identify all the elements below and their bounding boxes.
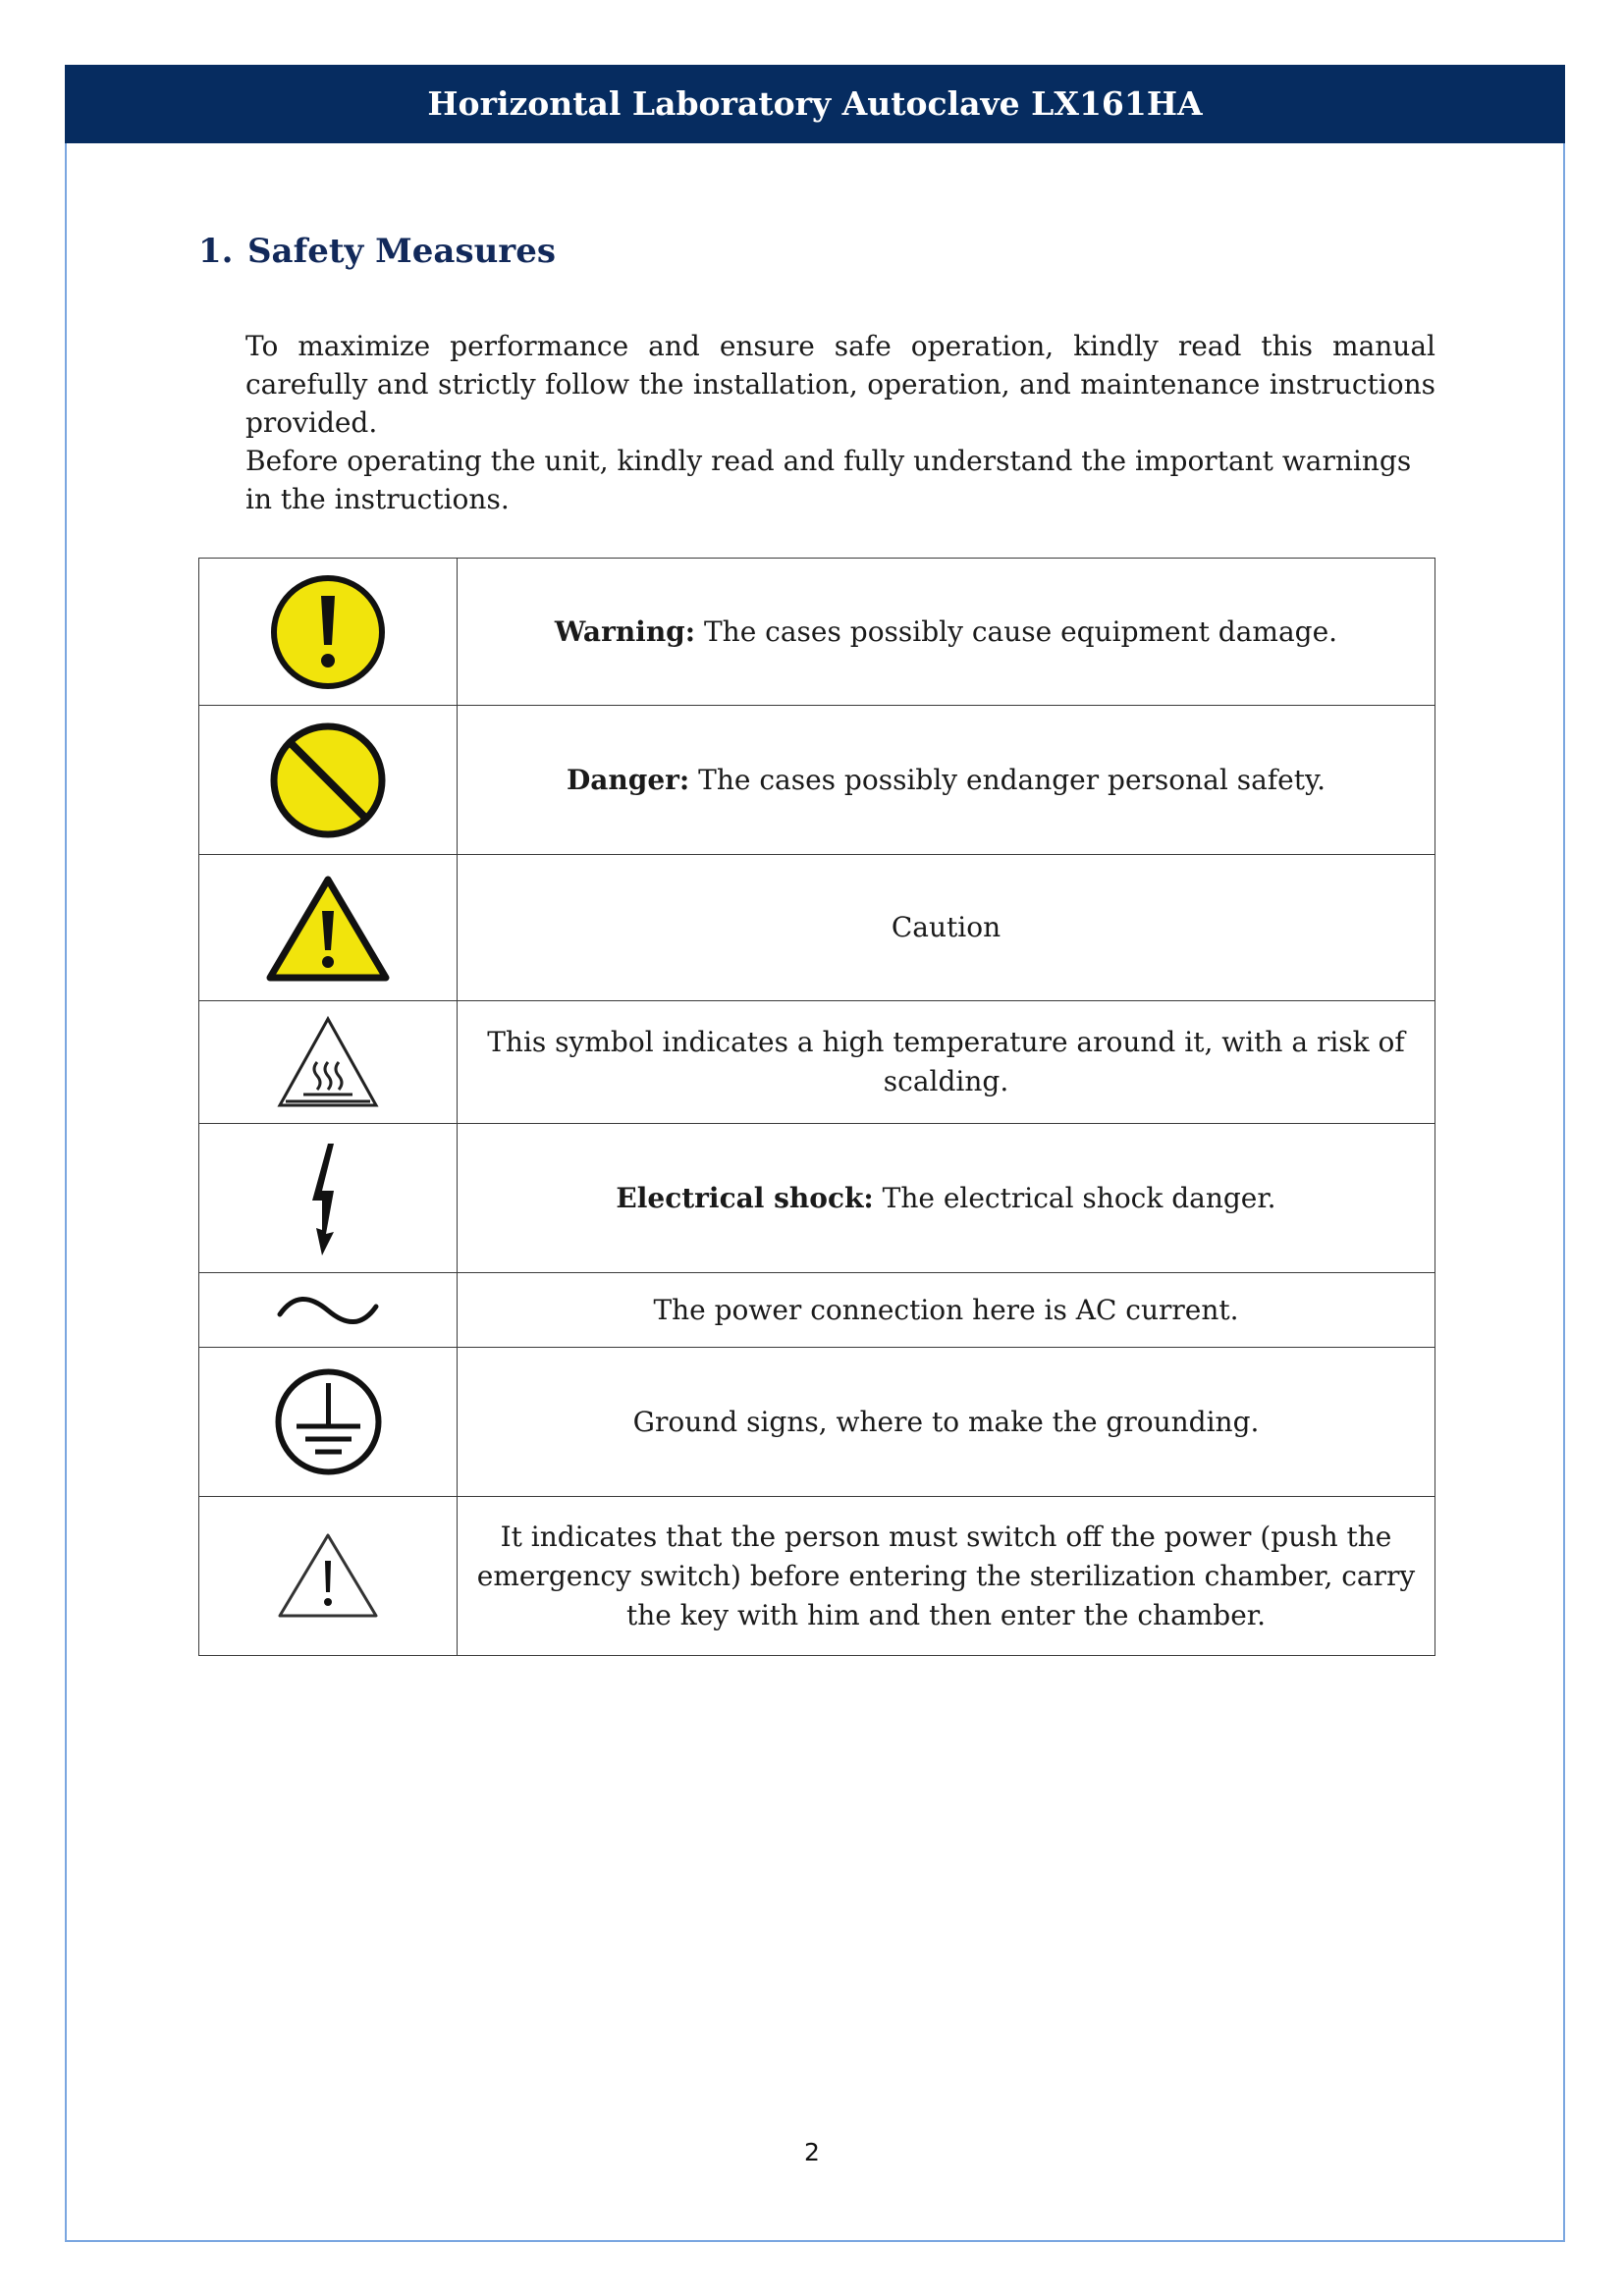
ground-icon [272,1365,385,1478]
icon-cell [199,706,458,855]
symbol-description [458,706,1435,855]
table-row [199,1001,1435,1124]
table-row [199,559,1435,706]
symbol-text: This symbol indicates a high temperature around it, with a risk of scalding. [487,1026,1405,1097]
symbol-description [458,855,1435,1001]
section-title: Safety Measures [247,232,556,271]
document-title: Horizontal Laboratory Autoclave LX161HA [427,84,1203,123]
symbol-description [458,1348,1435,1497]
warning-triangle-icon [264,872,392,985]
icon-cell [199,559,458,706]
prohibition-icon [264,717,392,844]
icon-cell [199,1273,458,1348]
icon-cell [199,1497,458,1656]
icon-cell [199,855,458,1001]
symbol-text: It indicates that the person must switch off the power (push the emergency switch) before entering the sterilization chamber, carry the key with him and then enter the chamber. [476,1520,1416,1631]
table-row [199,1348,1435,1497]
icon-cell [199,1001,458,1124]
safety-symbols-table [198,558,1435,1656]
symbol-description [458,559,1435,706]
hot-surface-icon [274,1013,382,1111]
symbol-description [458,1001,1435,1124]
table-row [199,855,1435,1001]
symbol-label: Danger: [567,763,690,796]
symbol-text: The power connection here is AC current. [653,1293,1239,1326]
section-number: 1. [198,232,234,271]
symbol-text: Ground signs, where to make the grounding. [632,1405,1260,1438]
lightning-bolt-icon [298,1140,357,1257]
intro-paragraph-1: To maximize performance and ensure safe operation, kindly read this manual carefully and strictly follow the installation, operation, and maintenance instructions provided. [245,330,1435,439]
symbol-text: The cases possibly endanger personal safety. [698,763,1326,796]
exclamation-circle-icon [264,568,392,696]
symbol-description [458,1273,1435,1348]
section-heading [198,232,556,271]
page-number: 2 [804,2138,820,2166]
symbol-description [458,1497,1435,1656]
symbol-label: Warning: [554,614,696,648]
table-row [199,1273,1435,1348]
icon-cell [199,1348,458,1497]
symbol-text: The electrical shock danger. [882,1181,1276,1214]
table-row [199,1497,1435,1656]
symbol-description [458,1124,1435,1273]
icon-cell [199,1124,458,1273]
symbol-text: Caution [891,911,1001,943]
table-row [199,706,1435,855]
intro-paragraph-2: Before operating the unit, kindly read and fully understand the important warnings in the instructions. [245,445,1412,515]
caution-triangle-icon [274,1529,382,1623]
symbol-label: Electrical shock: [616,1181,874,1214]
ac-current-icon [274,1291,382,1330]
document-header [65,65,1565,143]
table-row [199,1124,1435,1273]
symbol-text: The cases possibly cause equipment damage. [704,614,1338,648]
